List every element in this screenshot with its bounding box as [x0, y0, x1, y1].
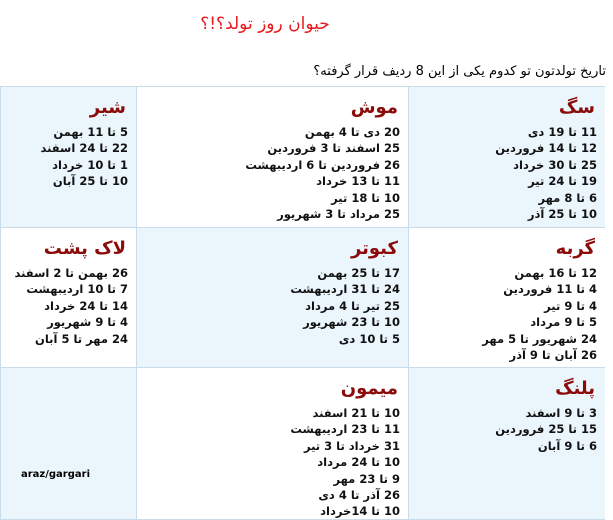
date-range-item: 5 تا 11 بهمن: [53, 125, 128, 139]
date-range-item: 5 تا 10 دی: [338, 331, 400, 346]
date-range-item: 11 تا 23 اردیبهشت: [290, 422, 400, 437]
cat-cell: [408, 228, 605, 368]
date-range-item: 22 تا 24 اسفند: [40, 141, 128, 156]
monkey-cell: [136, 368, 408, 520]
pigeon-cell: [136, 228, 408, 368]
animal-name: لاک پشت: [43, 238, 126, 259]
date-range-item: 19 تا 24 تیر: [528, 174, 597, 189]
date-range-item: 6 تا 8 مهر: [538, 190, 597, 205]
question-text: تاریخ تولدتون تو کدوم یکی از این 8 ردیف قرار گرفته؟: [313, 64, 606, 79]
date-range-item: 26 بهمن تا 2 اسفند: [14, 266, 128, 280]
date-range-item: 4 تا 11 فروردین: [503, 282, 597, 297]
date-range-item: 10 تا 25 آبان: [52, 174, 128, 189]
date-range-item: 5 تا 9 مرداد: [530, 315, 597, 330]
date-range-item: 3 تا 9 اسفند: [525, 406, 597, 420]
date-range-item: 24 شهریور تا 5 مهر: [482, 331, 597, 346]
date-range-item: 20 دی تا 4 بهمن: [304, 125, 400, 139]
date-range-item: 25 اسفند تا 3 فروردین: [267, 141, 400, 156]
date-range-item: 4 تا 9 تیر: [544, 298, 597, 313]
animal-name: میمون: [340, 378, 398, 399]
date-range-item: 31 خرداد تا 3 تیر: [303, 438, 400, 453]
date-range-item: 24 تا 31 اردیبهشت: [290, 282, 400, 297]
date-list: [495, 124, 597, 222]
animal-name: گربه: [555, 238, 595, 259]
date-range-item: 11 تا 13 خرداد: [316, 174, 400, 189]
date-range-item: 6 تا 9 آبان: [537, 438, 597, 453]
dog-cell: [408, 87, 605, 228]
lion-cell: [0, 87, 136, 228]
date-list: [14, 265, 128, 347]
credit-cell: [0, 368, 136, 520]
date-list: [245, 124, 400, 222]
date-range-item: 4 تا 9 شهریور: [47, 315, 128, 330]
date-range-item: 11 تا 19 دی: [527, 125, 597, 139]
turtle-cell: [0, 228, 136, 368]
date-range-item: 10 تا 21 اسفند: [312, 406, 400, 420]
date-range-item: 26 آذر تا 4 دی: [318, 488, 400, 503]
animal-name: شیر: [89, 97, 126, 118]
animal-name: پلنگ: [555, 378, 595, 399]
date-range-item: 10 تا 24 مرداد: [317, 455, 400, 470]
date-range-item: 26 آبان تا 9 آذر: [509, 348, 597, 363]
date-list: [482, 265, 597, 363]
date-range-item: 9 تا 23 مهر: [333, 471, 400, 486]
date-range-item: 12 تا 16 بهمن: [514, 266, 597, 280]
date-list: [290, 265, 400, 347]
date-range-item: 10 تا 25 آذر: [527, 207, 597, 222]
animals-grid: [0, 86, 605, 520]
animal-name: سگ: [558, 97, 595, 118]
date-list: [495, 405, 597, 454]
date-range-item: 10 تا 14خرداد: [320, 504, 400, 519]
date-range-item: 15 تا 25 فروردین: [495, 422, 597, 437]
animal-name: موش: [350, 97, 398, 118]
date-range-item: 14 تا 24 خرداد: [44, 298, 128, 313]
date-range-item: 24 مهر تا 5 آبان: [35, 331, 128, 346]
date-range-item: 10 تا 18 تیر: [331, 190, 400, 205]
date-range-item: 7 تا 10 اردیبهشت: [26, 282, 128, 297]
animal-name: کبوتر: [350, 238, 398, 259]
date-range-item: 17 تا 25 بهمن: [317, 266, 400, 280]
credit-text: araz/gargari: [21, 469, 91, 480]
date-range-item: 10 تا 23 شهریور: [303, 315, 400, 330]
date-range-item: 25 تیر تا 4 مرداد: [305, 298, 400, 313]
date-range-item: 1 تا 10 خرداد: [52, 157, 128, 172]
date-range-item: 25 تا 30 خرداد: [513, 157, 597, 172]
tiger-cell: [408, 368, 605, 520]
date-list: [40, 124, 128, 190]
date-range-item: 26 فروردین تا 6 اردیبهشت: [245, 157, 400, 172]
page-title: حیوان روز تولد؟!؟: [200, 14, 330, 34]
date-range-item: 12 تا 14 فروردین: [495, 141, 597, 156]
mouse-cell: [136, 87, 408, 228]
date-range-item: 25 مرداد تا 3 شهریور: [277, 207, 400, 222]
date-list: [290, 405, 400, 520]
